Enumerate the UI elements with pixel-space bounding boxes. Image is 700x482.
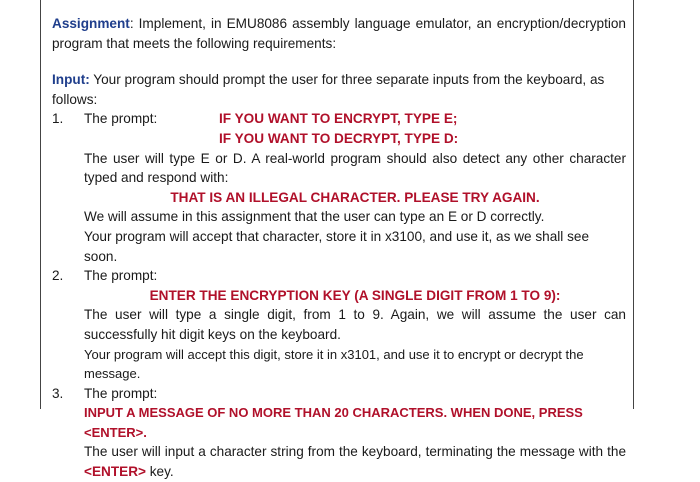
message-prompt: INPUT A MESSAGE OF NO MORE THAN 20 CHARACTERS. WHEN DONE, PRESS <ENTER>. <box>84 405 583 440</box>
list-item-3 <box>52 384 626 404</box>
decrypt-prompt: IF YOU WANT TO DECRYPT, TYPE D: <box>219 130 459 146</box>
item-1-paragraph: The user will type E or D. A real-world program should also detect any other character typed and respond with: <box>84 150 626 186</box>
item-1-assumption: We will assume in this assignment that the user can type an E or D correctly. <box>84 209 545 225</box>
encryption-key-prompt: ENTER THE ENCRYPTION KEY (A SINGLE DIGIT FROM 1 TO 9): <box>149 287 561 303</box>
list-item-1 <box>52 109 626 148</box>
assignment-document <box>52 14 626 482</box>
item-3-text-a: The user will input a character string from the keyboard, terminating the message with the <box>84 444 626 460</box>
input-label: Input: <box>52 72 90 88</box>
prompt-label: The prompt: <box>84 268 158 284</box>
item-1-storage: Your program will accept that character, store it in x3100, and use it, as we shall see soon. <box>84 228 589 264</box>
illegal-character-message: THAT IS AN ILLEGAL CHARACTER. PLEASE TRY AGAIN. <box>170 189 540 205</box>
item-2-storage: Your program will accept this digit, store it in x3101, and use it to encrypt or decrypt the message. <box>84 346 584 382</box>
item-2-paragraph: The user will type a single digit, from 1 to 9. Again, we will assume the user can successfully hit digit keys on the keyboard. <box>84 307 626 342</box>
list-item-2 <box>52 266 626 286</box>
item-number: 3. <box>52 385 64 401</box>
assignment-paragraph <box>52 14 626 53</box>
encrypt-prompt: IF YOU WANT TO ENCRYPT, TYPE E; <box>219 111 458 127</box>
assignment-label: Assignment <box>52 16 130 31</box>
item-number: 2. <box>52 268 64 284</box>
prompt-label: The prompt: <box>84 111 158 127</box>
input-text: Your program should prompt the user for three separate inputs from the keyboard, as follows: <box>52 72 605 107</box>
assignment-text: : Implement, in EMU8086 assembly language emulator, an encryption/decryption program that meets the following requirements: <box>52 16 626 51</box>
item-3-paragraph <box>52 442 626 481</box>
item-3-text-b: key. <box>145 464 174 480</box>
enter-key-label: <ENTER> <box>84 464 146 480</box>
prompt-label: The prompt: <box>84 385 158 401</box>
item-number: 1. <box>52 111 64 127</box>
input-paragraph <box>52 70 626 109</box>
